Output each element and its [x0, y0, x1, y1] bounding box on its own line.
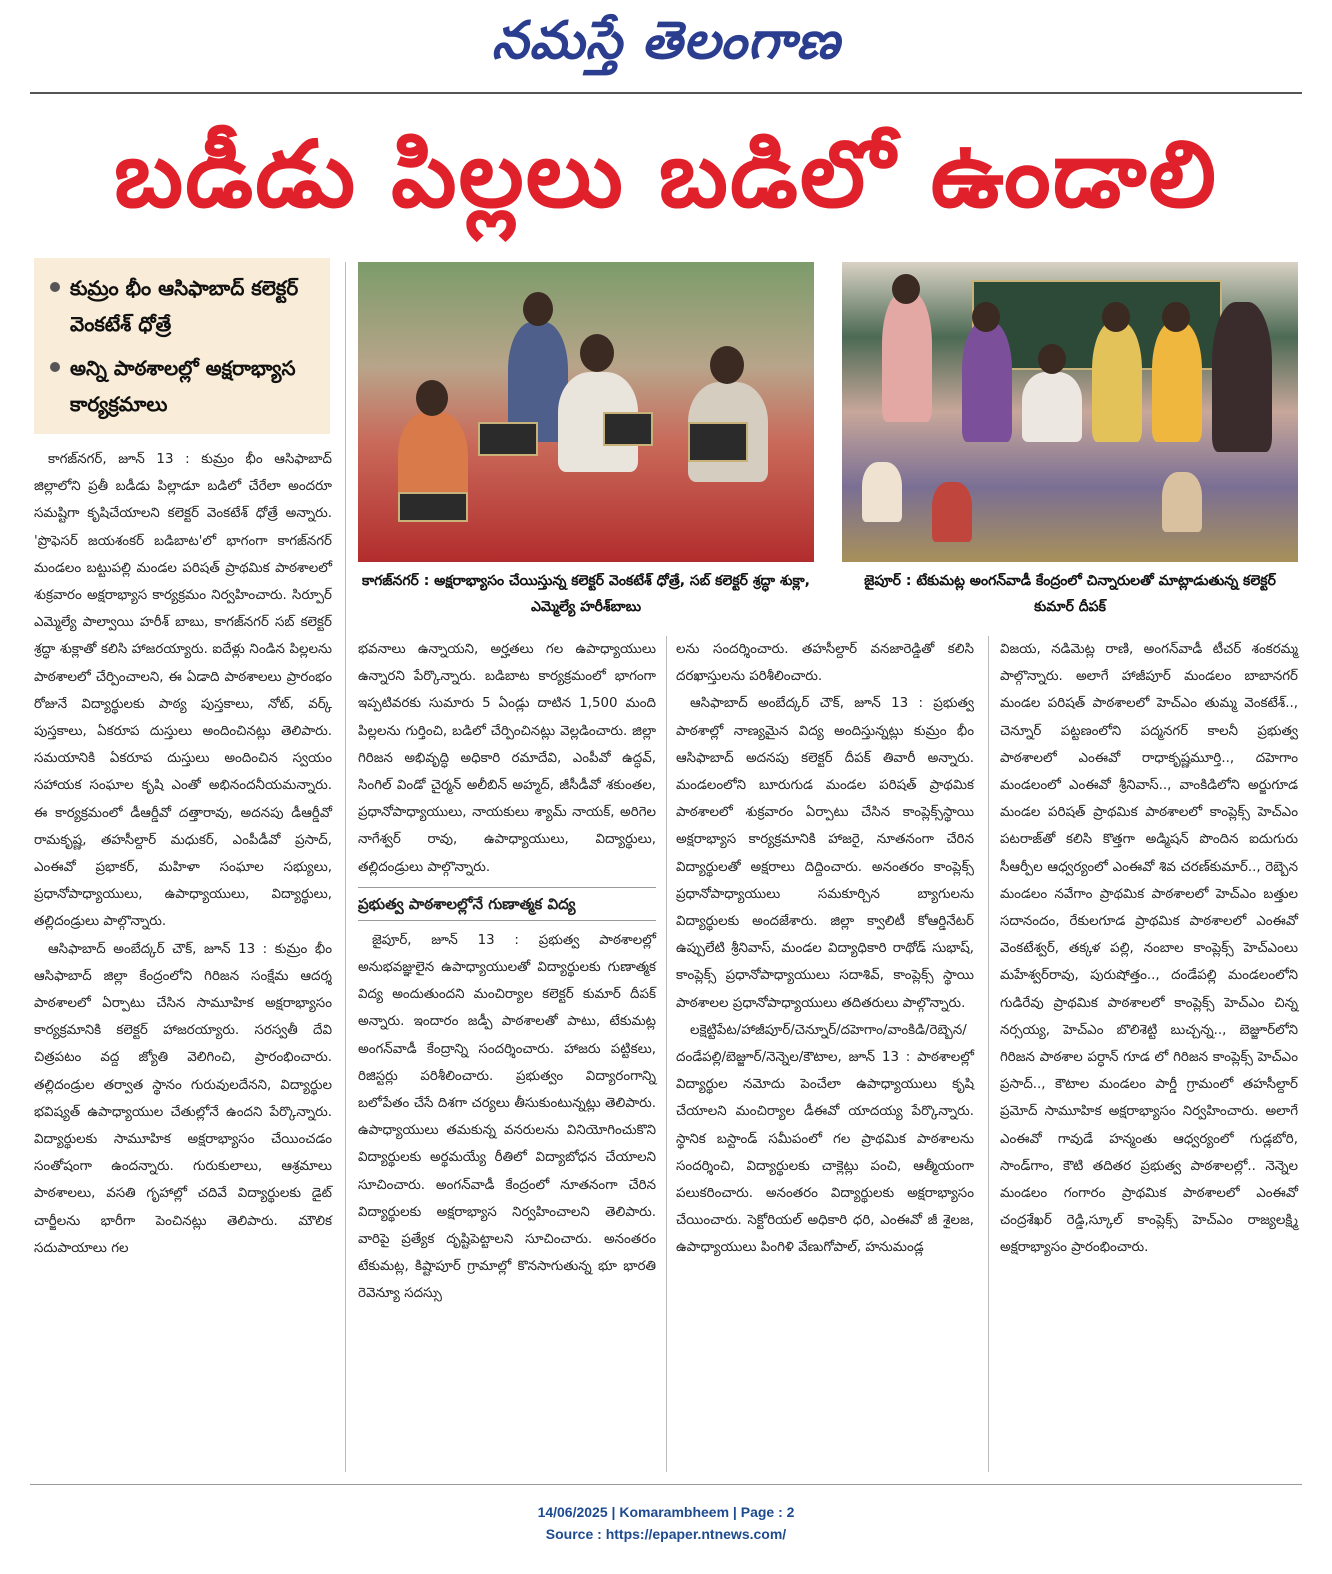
- footer-dateline: 14/06/2025 | Komarambheem | Page : 2: [537, 1504, 795, 1520]
- highlight-item: [44, 350, 320, 422]
- footer-source: Source : https://epaper.ntnews.com/: [545, 1526, 787, 1542]
- column-divider: [345, 262, 346, 1472]
- highlight-item: [44, 270, 320, 342]
- column-divider: [666, 636, 667, 1472]
- masthead: [0, 0, 1332, 88]
- article-paragraph: లక్షెట్టిపేట/హాజీపూర్/చెన్నూర్/దహెగాం/వాంకిడి/రెబ్బెన/దండేపల్లి/బెజ్జూర్/నెన్నెల/కౌటాల, జూన్ 13 : పాఠశాలల్లో విద్యార్థుల నమోదు పెంచేలా ఉపాధ్యాయులు కృషి చేయాలని మంచిర్యాల డీఈవో యాదయ్య పేర్కొన్నారు. స్థానిక బస్టాండ్ సమీపంలో గల ప్రాథమిక పాఠశాలను సందర్శించి, విద్యార్థులకు చాక్లెట్లు పంచి, ఆత్మీయంగా పలుకరించారు. అనంతరం విద్యార్థులకు అక్షరాభ్యాసం చేయించారు. సెక్టోరియల్ అధికారి ధరి, ఎంఈవో జీ శైలజ, ఉపాధ్యాయులు పింగిళి వేణుగోపాల్, హనుమండ్ల: [676, 1022, 974, 1256]
- section-subheading: ప్రభుత్వ పాఠశాలల్లోనే గుణాత్మక విద్య: [358, 887, 656, 921]
- photo-caption: కాగజ్‌నగర్ : అక్షరాభ్యాసం చేయిస్తున్న కలెక్టర్ వెంకటేశ్ ధోత్రే, సబ్ కలెక్టర్ శ్రద్ధా శుక్లా, ఎమ్మెల్యే హరీశ్‌బాబు: [362, 573, 810, 615]
- highlight-text: కుమ్రం భీం ఆసిఫాబాద్ కలెక్టర్ వెంకటేశ్ ధోత్రే: [70, 276, 299, 336]
- footer-divider: [30, 1484, 1302, 1485]
- masthead-divider: [30, 92, 1302, 94]
- article-paragraph: కాగజ్‌నగర్, జూన్ 13 : కుమ్రం భీం ఆసిఫాబాద్ జిల్లాలోని ప్రతీ బడీడు పిల్లాడూ బడిలో చేరేలా అందరూ సమష్టిగా కృషిచేయాలని కలెక్టర్ వెంకటేశ్ ధోత్రే అన్నారు. 'ప్రొఫెసర్ జయశంకర్ బడిబాట'లో భాగంగా కాగజ్‌నగర్ మండలం బట్టుపల్లి మండల పరిషత్ ప్రాథమిక పాఠశాలలో శుక్రవారం అక్షరాభ్యాస కార్యక్రమం నిర్వహించారు. సిర్పూర్ ఎమ్మెల్యే పాల్వాయి హరీశ్ బాబు, కాగజ్‌నగర్ సబ్ కలెక్టర్ శ్రద్ధా శుక్లాతో కలిసి హాజరయ్యారు. ఐదేళ్లు నిండిన పిల్లలను పాఠశాలలో చేర్పించాలని, ఈ ఏడాది పాఠశాలలు ప్రారంభం రోజునే విద్యార్థులకు పాఠ్య పుస్తకాలు, నోట్, వర్క్ పుస్తకాలు, ఏకరూప దుస్తులు అందించినట్లు తెలిపారు. సమయానికి ఏకరూప దుస్తులు అందించిన స్వయం సహాయక సంఘాల కృషి ఎంతో అభినందనీయమన్నారు. ఈ కార్యక్రమంలో డీఆర్డీవో దత్తారావు, అదనపు డీఆర్డీవో రామకృష్ణ, తహసీల్దార్ మధుకర్, ఎంపీడీవో ప్రసాద్, ఎంఈవో ప్రభాకర్, మహిళా సంఘాల సభ్యులు, ప్రధానోపాధ్యాయులు, ఉపాధ్యాయులు, విద్యార్థులు, తల్లిదండ్రులు పాల్గొన్నారు.: [34, 452, 332, 930]
- photo-anganwadi-visit: [842, 262, 1298, 562]
- article-column-4: [1000, 636, 1298, 1262]
- article-paragraph: ఆసిఫాబాద్ అంబేద్కర్ చౌక్, జూన్ 13 : ప్రభుత్వ పాఠశాల్లో నాణ్యమైన విద్య అందిస్తున్నట్లు కుమ్రం భీం ఆసిఫాబాద్ అదనపు కలెక్టర్ దీపక్ తివారీ అన్నారు. మండలంలోని బూరుగుడ మండల పరిషత్ ప్రాథమిక పాఠశాలలో శుక్రవారం ఏర్పాటు చేసిన కాంప్లెక్స్‌స్థాయి అక్షరాభ్యాస కార్యక్రమానికి హాజరై, నూతనంగా చేరిన విద్యార్థులతో అక్షరాలు దిద్దించారు. అనంతరం కాంప్లెక్స్ ప్రధానోపాధ్యాయులు సమకూర్చిన బ్యాగులను విద్యార్థులకు అందజేశారు. జిల్లా క్వాలిటీ కోఆర్డినేటర్ ఉప్పులేటి శ్రీనివాస్, మండల విద్యాధికారి రాథోడ్ సుభాష్, కాంప్లెక్స్ ప్రధానోపాధ్యాయులు సదాశివ్, కాంప్లెక్స్ స్థాయి పాఠశాలల ప్రధానోపాధ్యాయులు తదితరులు పాల్గొన్నారు.: [676, 696, 974, 1011]
- article-column-1: [34, 446, 332, 1262]
- bullet-icon: [50, 282, 60, 292]
- photo-literacy-ceremony: [358, 262, 814, 562]
- article-paragraph: విజయ, నడిమెట్ల రాణి, అంగన్‌వాడీ టీచర్ శంకరమ్మ పాల్గొన్నారు. అలాగే హాజీపూర్ మండలం బాబానగర్ మండల పరిషత్ పాఠశాలలో హెచ్‌ఎం తుమ్మ వెంకటేశ్.., చెన్నూర్ పట్టణంలోని పద్మనగర్ కాలనీ ప్రభుత్వ పాఠశాలలో ఎంఈవో రాధాకృష్ణమూర్తి.., దహెగాం మండలంలో ఎంఈవో శ్రీనివాస్.., వాంకిడిలోని అర్జుగూడ మండల పరిషత్ ప్రాథమిక పాఠశాలలో కాంప్లెక్స్ హెచ్‌ఎం పటరాజ్‌తో కలిసి కొత్తగా అడ్మిషన్ పొందిన ఐదుగురు సీఆర్పీల ఆధ్వర్యంలో ఎంఈవో శివ చరణ్‌కుమార్.., రెబ్బెన మండలం నవేగాం ప్రాథమిక పాఠశాలలో హెచ్‌ఎం బత్తుల సదానందం, రేకులగూడ ప్రాథమిక పాఠశాలలో ఎంఈవో వెంకటేశ్వర్, తక్కళ పల్లి, నంబాల కాంప్లెక్స్ హెచ్‌ఎంలు మహేశ్వర్‌రావు, పురుషోత్తం.., దండేపల్లి మండలంలోని గుడిరేవు ప్రాథమిక పాఠశాలలో కాంప్లెక్స్ హెచ్‌ఎం చిన్న నర్సయ్య, హెచ్‌ఎం బొలిశెట్టి బుచ్చన్న.., బెజ్జూర్‌లోని గిరిజన పాఠశాల పర్ధాన్ గూడ లో గిరిజన కాంప్లెక్స్ హెచ్‌ఎం ప్రసాద్.., కౌటాల మండలం పార్డీ గ్రామంలో తహసీల్దార్ ప్రమోద్ సామూహిక అక్షరాభ్యాసం నిర్వహించారు. అలాగే ఎంఈవో గావుడే హన్మంతు ఆధ్వర్యంలో గుడ్లబోరి, సాండ్‌గాం, కౌటి తదితర ప్రభుత్వ పాఠశాలల్లో.. నెన్నెల మండలం గంగారం ప్రాథమిక పాఠశాలలో ఎంఈవో చంద్రశేఖర్ రెడ్డి,స్కూల్ కాంప్లెక్స్ హెచ్‌ఎం రాజ్యలక్ష్మి అక్షరాభ్యాసం ప్రారంభించారు.: [1000, 642, 1298, 1256]
- article-paragraph: జైపూర్, జూన్ 13 : ప్రభుత్వ పాఠశాలల్లో అనుభవజ్ఞులైన ఉపాధ్యాయులతో విద్యార్థులకు గుణాత్మక విద్య అందుతుందని మంచిర్యాల కలెక్టర్ కుమార్ దీపక్ అన్నారు. ఇందారం జడ్పీ పాఠశాలతో పాటు, టేకుమట్ల అంగన్‌వాడీ కేంద్రాన్ని సందర్శించారు. హాజరు పట్టికలు, రిజిస్టర్లు పరిశీలించారు. ప్రభుత్వం విద్యారంగాన్ని బలోపేతం చేసే దిశగా చర్యలు తీసుకుంటున్నట్లు తెలిపారు. ఉపాధ్యాయులు తమకున్న వనరులను వినియోగించుకొని విద్యార్థులకు అర్థమయ్యే రీతిలో విద్యాబోధన చేయాలని సూచించారు. అంగన్‌వాడీ కేంద్రంలో నూతనంగా చేరిన విద్యార్థులకు అక్షరాభ్యాస నిర్వహించాలని తెలిపారు. వారిపై ప్రత్యేక దృష్టిపెట్టాలని సూచించారు. అనంతరం టేకుమట్ల, కిష్టాపూర్ గ్రామాల్లో కొనసాగుతున్న భూ భారతి రెవెన్యూ సదస్సు: [358, 932, 656, 1302]
- article-headline: బడీడు పిల్లలు బడిలో ఉండాలి: [114, 121, 1218, 228]
- photo-caption: జైపూర్ : టేకుమట్ల అంగన్‌వాడీ కేంద్రంలో చిన్నారులతో మాట్లాడుతున్న కలెక్టర్ కుమార్ దీపక్: [864, 573, 1276, 615]
- article-column-3: [676, 636, 974, 1262]
- bullet-icon: [50, 362, 60, 372]
- masthead-logo: నమస్తే తెలంగాణ: [491, 10, 841, 71]
- highlight-text: అన్ని పాఠశాలల్లో అక్షరాభ్యాస కార్యక్రమాలు: [70, 356, 296, 416]
- article-paragraph: లను సందర్శించారు. తహసీల్దార్ వనజారెడ్డితో కలిసి దరఖాస్తులను పరిశీలించారు.: [676, 642, 974, 685]
- article-paragraph: ఆసిఫాబాద్ అంబేద్కర్ చౌక్, జూన్ 13 : కుమ్రం భీం ఆసిఫాబాద్ జిల్లా కేంద్రంలోని గిరిజన సంక్షేమ ఆదర్శ పాఠశాలలో ఏర్పాటు చేసిన సామూహిక అక్షరాభ్యాసం కార్యక్రమానికి కలెక్టర్ హాజరయ్యారు. సరస్వతీ దేవి చిత్రపటం వద్ద జ్యోతి వెలిగించి, ప్రారంభించారు. తల్లిదండ్రుల తర్వాత స్థానం గురువులదేనని, విద్యార్థుల భవిష్యత్ ఉపాధ్యాయుల చేతుల్లోనే ఉందని పేర్కొన్నారు. విద్యార్థులకు సామూహిక అక్షరాభ్యాసం చేయించడం సంతోషంగా ఉందన్నారు. గురుకులాలు, ఆశ్రమాలు పాఠశాలలు, వసతి గృహాల్లో చదివే విద్యార్థులకు డైట్ చార్జీలను భారీగా పెంచినట్లు తెలిపారు. మౌలిక సదుపాయాలు గల: [34, 941, 332, 1256]
- column-divider: [988, 636, 989, 1472]
- highlights-box: [34, 258, 330, 434]
- article-paragraph: భవనాలు ఉన్నాయని, అర్హతలు గల ఉపాధ్యాయులు ఉన్నారని పేర్కొన్నారు. బడిబాట కార్యక్రమంలో భాగంగా ఇప్పటివరకు సుమారు 5 ఏండ్లు దాటిన 1,500 మంది పిల్లలను గుర్తించి, బడిలో చేర్పించినట్లు వెల్లడించారు. జిల్లా గిరిజన అభివృద్ధి అధికారి రమాదేవి, ఎంపీవో ఉద్ధవ్, సింగిల్ విండో చైర్మన్ అలీబిన్ అహ్మద్, జీసీడీవో శకుంతల, ప్రధానోపాధ్యాయులు, నాయకులు శ్యామ్ నాయక్, అరిగెల నాగేశ్వర్ రావు, ఉపాధ్యాయులు, విద్యార్థులు, తల్లిదండ్రులు పాల్గొన్నారు.: [358, 642, 656, 875]
- article-column-2: [358, 636, 656, 1308]
